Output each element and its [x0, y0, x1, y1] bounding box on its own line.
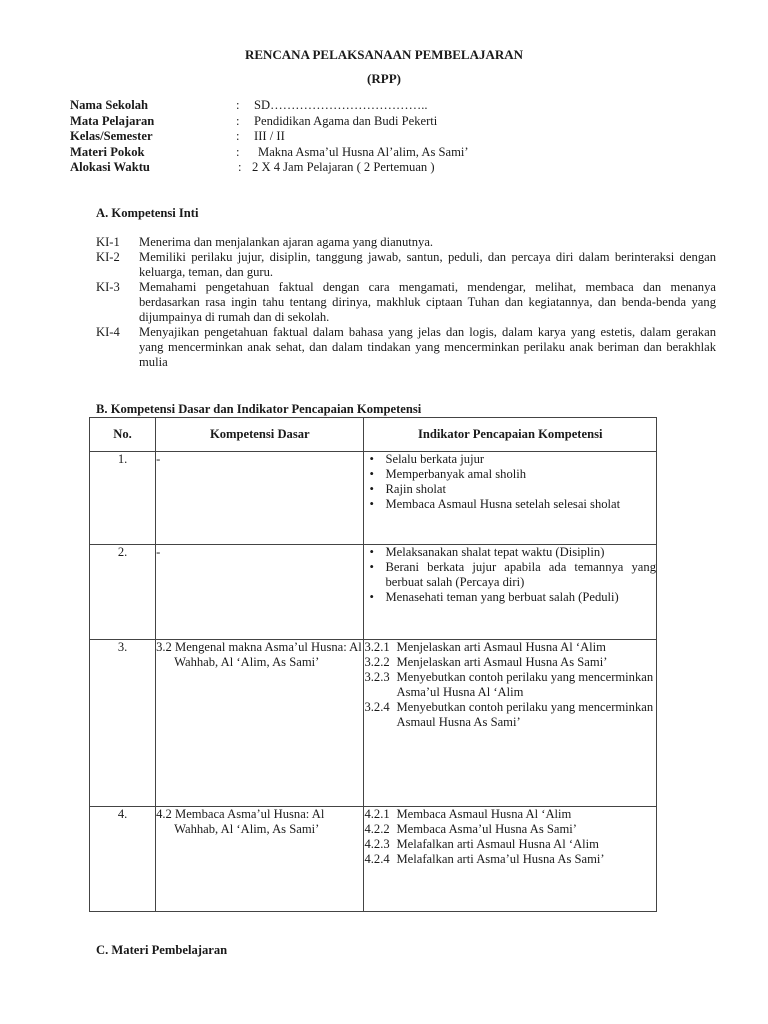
ki-text: Menerima dan menjalankan ajaran agama yang dianutnya.: [139, 235, 434, 249]
list-item: • Berani berkata jujur apabila ada temannya yang berbuat salah (Percaya diri): [369, 560, 656, 589]
ki-text: Memiliki perilaku jujur, disiplin, tanggung jawab, santun, peduli, dan percaya diri dalam berinteraksi dengan keluarga, teman, dan guru.: [139, 250, 716, 279]
meta-label: Nama Sekolah: [70, 98, 149, 112]
meta-value: Pendidikan Agama dan Budi Pekerti: [254, 113, 438, 128]
meta-label: Alokasi Waktu: [70, 160, 150, 174]
ki-item: [96, 235, 716, 250]
meta-value: SD………………………………..: [254, 98, 428, 112]
ki-text: Memahami pengetahuan faktual dengan cara mengamati, mendengar, melihat, membaca dan menanya berdasarkan rasa ingin tahu tentang dirinya, makhluk ciptaan Tuhan dan kegiatannya, dan benda-benda yang dijumpainya di rumah dan di sekolah.: [139, 280, 716, 324]
section-b-heading: B. Kompetensi Dasar dan Indikator Pencapaian Kompetensi: [96, 402, 422, 416]
table-row: [90, 640, 657, 807]
meta-label: Mata Pelajaran: [70, 113, 155, 128]
meta-colon: :: [236, 113, 240, 128]
section-c-heading: C. Materi Pembelajaran: [96, 943, 228, 957]
meta-colon: :: [236, 129, 240, 143]
competency-text: 3.2 Mengenal makna Asma’ul Husna: Al Wahhab, Al ‘Alim, As Sami’: [156, 640, 362, 669]
competency-cell: -: [156, 452, 364, 545]
kompetensi-inti-list: [96, 235, 716, 370]
table-row: [90, 452, 657, 545]
meta-value: Makna Asma’ul Husna Al’alim, As Sami’: [258, 144, 469, 159]
meta-row-topic: [70, 145, 730, 161]
section-a-heading: A. Kompetensi Inti: [96, 206, 199, 220]
indicator-cell: [364, 807, 657, 912]
meta-row-subject: [70, 114, 730, 130]
ki-code: KI-1: [96, 235, 120, 249]
ki-item: [96, 250, 716, 280]
bullet-icon: •: [369, 590, 374, 604]
meta-colon: :: [236, 144, 240, 159]
list-item: • Melaksanakan shalat tepat waktu (Disiplin): [369, 545, 605, 559]
row-number: 4.: [90, 807, 156, 912]
bullet-icon: •: [369, 560, 374, 574]
meta-label: Kelas/Semester: [70, 129, 153, 143]
row-number: 2.: [90, 545, 156, 640]
column-header-kd: Kompetensi Dasar: [156, 418, 364, 452]
meta-row-class: [70, 129, 730, 145]
competency-text: 4.2 Membaca Asma’ul Husna: Al Wahhab, Al ‘Alim, As Sami’: [156, 807, 325, 836]
list-item: • Menasehati teman yang berbuat salah (Peduli): [369, 590, 619, 604]
competency-cell: [156, 640, 364, 807]
ki-text: Menyajikan pengetahuan faktual dalam bahasa yang jelas dan logis, dalam karya yang estetis, dalam gerakan yang mencerminkan anak sehat, dan dalam tindakan yang mencerminkan perilaku anak beriman dan berakhlak mulia: [139, 325, 716, 369]
ki-code: KI-4: [96, 325, 120, 339]
list-item: • Membaca Asmaul Husna setelah selesai sholat: [369, 497, 621, 511]
list-item: 3.2.3 Menyebutkan contoh perilaku yang mencerminkan Asma’ul Husna Al ‘Alim: [364, 670, 654, 699]
list-item: 4.2.1 Membaca Asmaul Husna Al ‘Alim: [364, 807, 572, 821]
list-item: 4.2.4 Melafalkan arti Asma’ul Husna As Sami’: [364, 852, 605, 866]
indicator-cell: [364, 640, 657, 807]
bullet-icon: •: [369, 452, 374, 466]
bullet-icon: •: [369, 482, 374, 496]
table-row: [90, 807, 657, 912]
list-item: • Selalu berkata jujur: [369, 452, 485, 466]
identity-block: [70, 98, 730, 176]
meta-value: 2 X 4 Jam Pelajaran ( 2 Pertemuan ): [252, 160, 435, 174]
column-header-no: No.: [90, 418, 156, 452]
table-row: [90, 545, 657, 640]
document-title: RENCANA PELAKSANAAN PEMBELAJARAN: [244, 47, 524, 62]
meta-row-school: [70, 98, 730, 114]
list-item: 4.2.2 Membaca Asma’ul Husna As Sami’: [364, 822, 577, 836]
ki-code: KI-3: [96, 280, 120, 294]
list-item: • Memperbanyak amal sholih: [369, 467, 527, 481]
indicator-cell: [364, 545, 657, 640]
row-number: 1.: [90, 452, 156, 545]
list-item: 4.2.3 Melafalkan arti Asmaul Husna Al ‘Alim: [364, 837, 599, 851]
meta-row-time: [70, 160, 730, 176]
competency-cell: -: [156, 545, 364, 640]
meta-colon: :: [236, 98, 240, 112]
ki-item: [96, 325, 716, 370]
indicator-cell: [364, 452, 657, 545]
row-number: 3.: [90, 640, 156, 807]
meta-label: Materi Pokok: [70, 144, 145, 159]
bullet-icon: •: [369, 467, 374, 481]
competency-table: [89, 417, 657, 912]
ki-code: KI-2: [96, 250, 120, 264]
competency-cell: [156, 807, 364, 912]
meta-value: III / II: [254, 129, 285, 143]
table-header-row: [90, 418, 657, 452]
bullet-icon: •: [369, 497, 374, 511]
meta-colon: :: [238, 160, 242, 174]
document-subtitle: (RPP): [367, 71, 401, 86]
ki-item: [96, 280, 716, 325]
list-item: 3.2.2 Menjelaskan arti Asmaul Husna As Sami’: [364, 655, 608, 669]
bullet-icon: •: [369, 545, 374, 559]
list-item: 3.2.4 Menyebutkan contoh perilaku yang mencerminkan Asmaul Husna As Sami’: [364, 700, 654, 729]
list-item: • Rajin sholat: [369, 482, 446, 496]
column-header-indicator: Indikator Pencapaian Kompetensi: [364, 418, 657, 452]
list-item: 3.2.1 Menjelaskan arti Asmaul Husna Al ‘Alim: [364, 640, 606, 654]
